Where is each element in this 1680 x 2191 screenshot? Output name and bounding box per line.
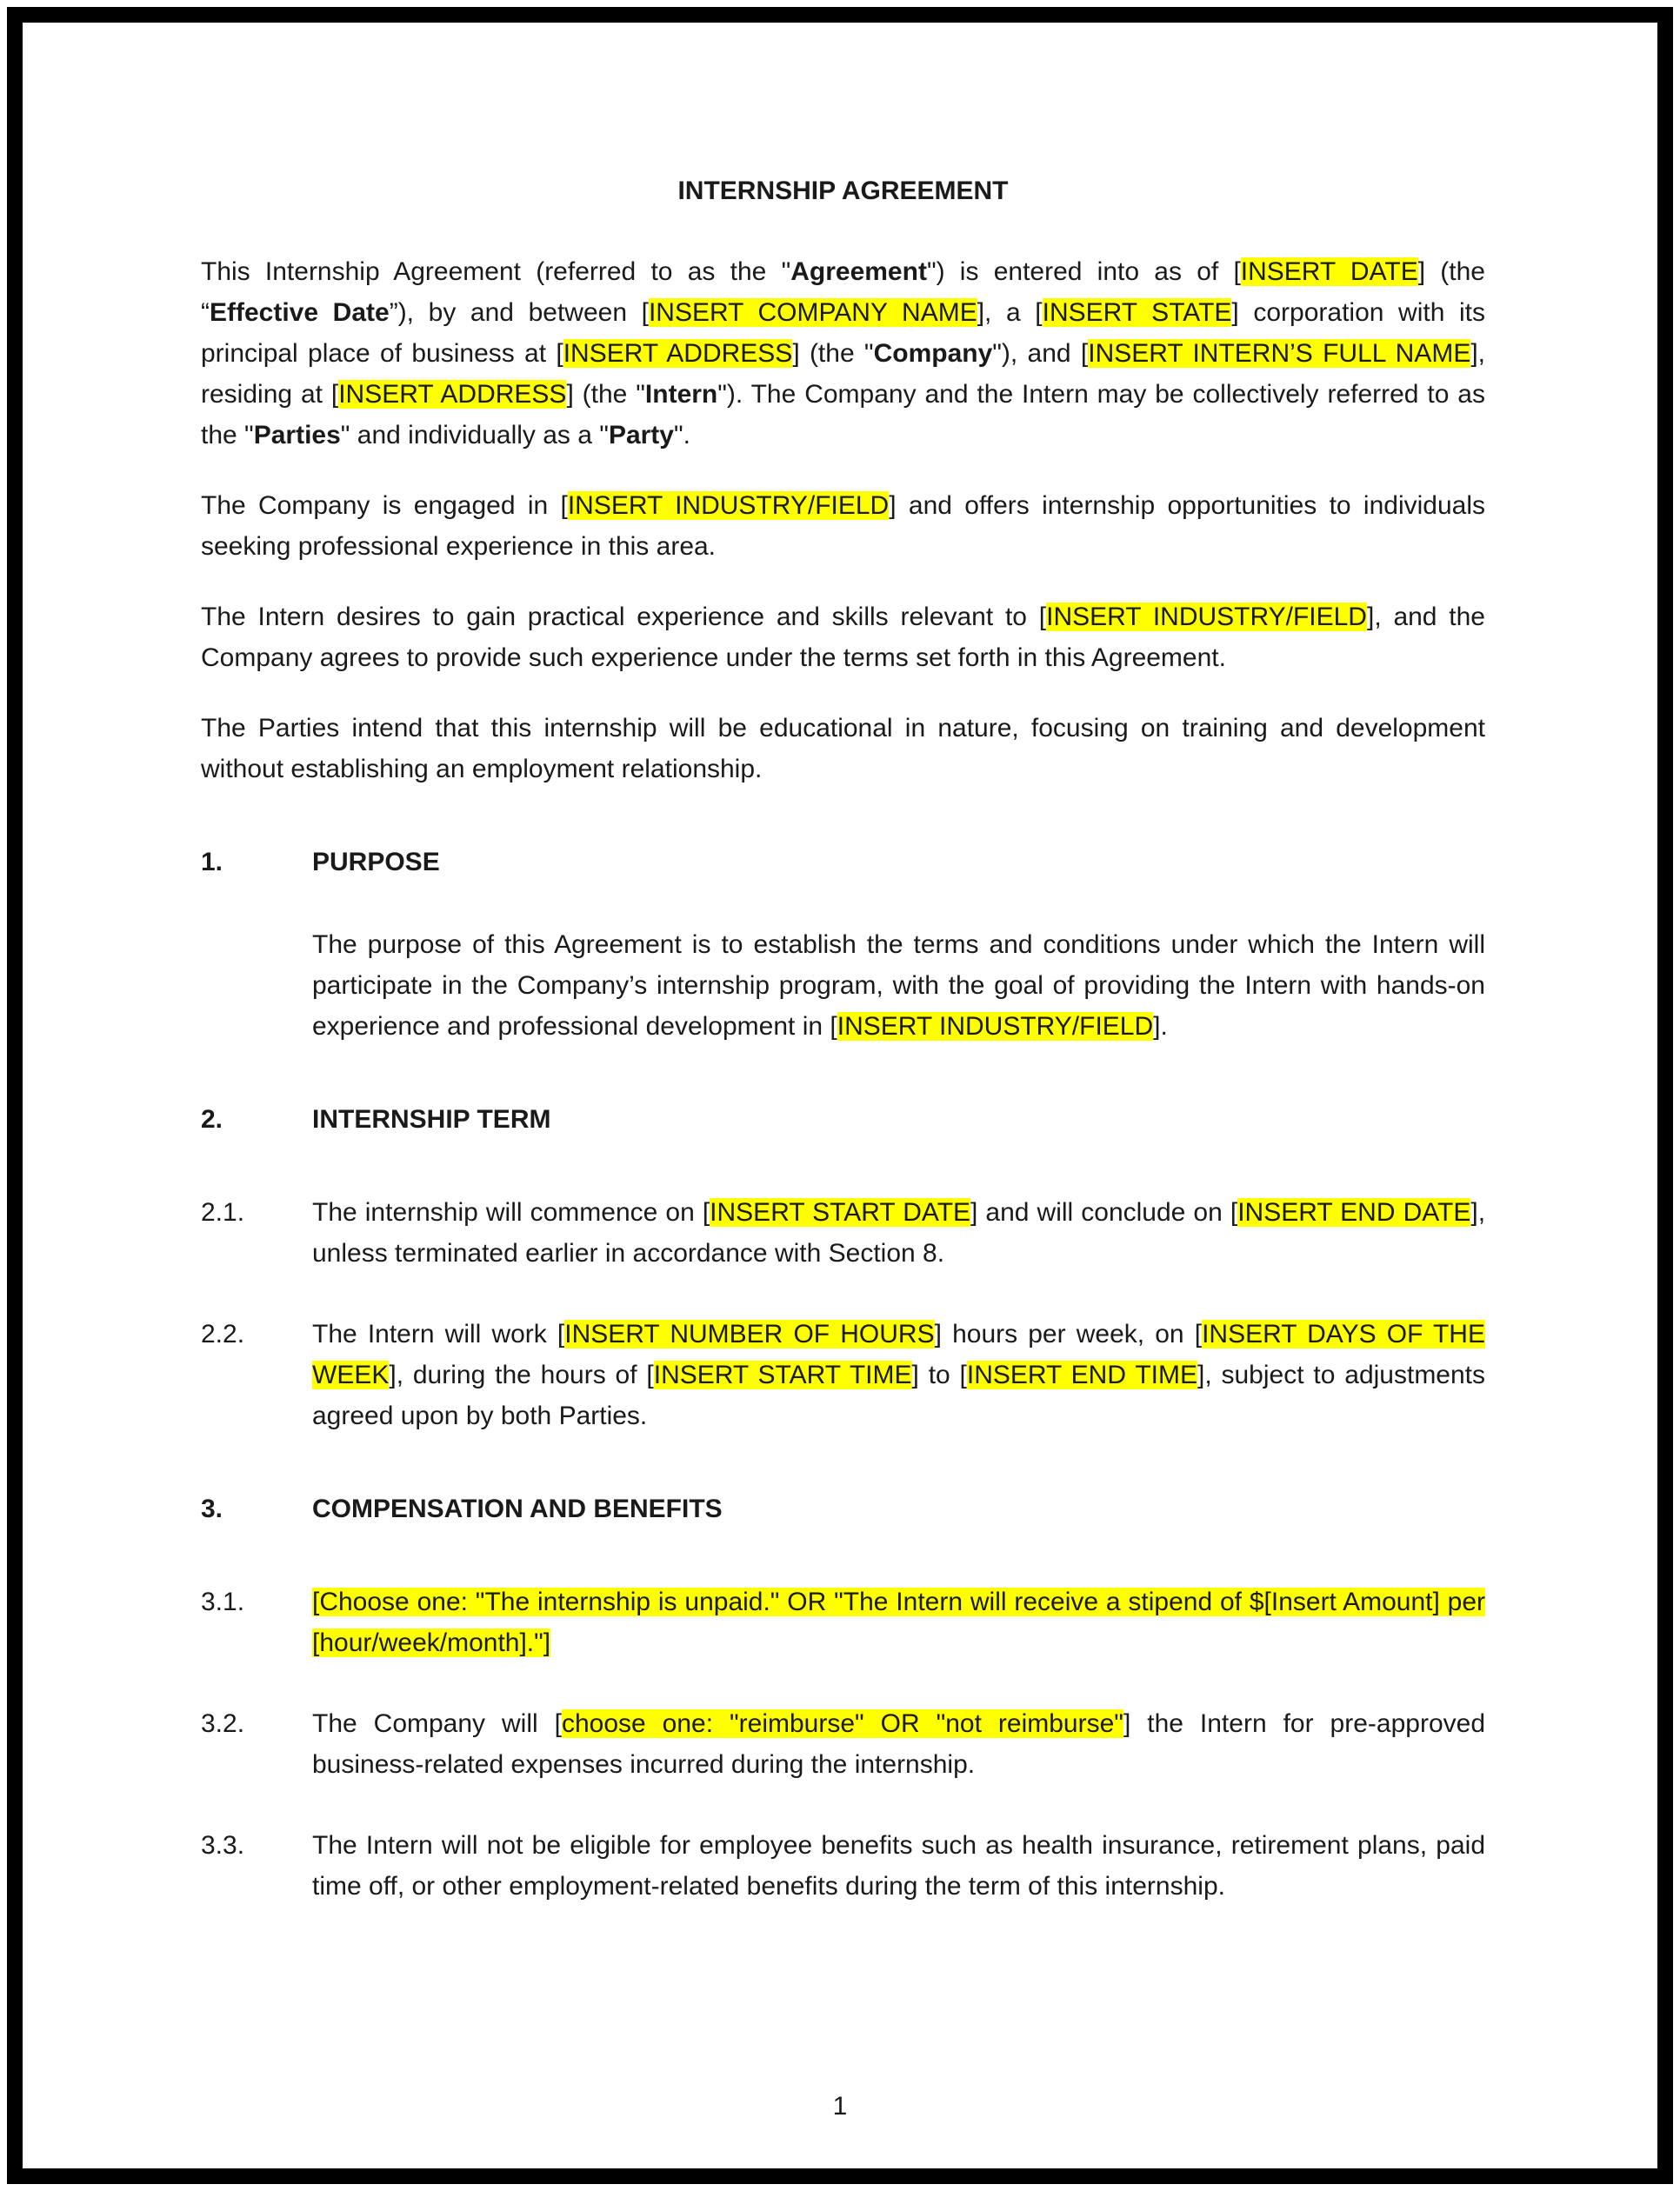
text-run: ], residing at [	[201, 339, 1485, 409]
text-run: " and individually as a "	[340, 421, 609, 450]
text-run: The Intern will not be eligible for employee benefits such as health insurance, retirement plans, paid time off, or other employment-related benefits during the term of this internship.	[312, 1831, 1485, 1901]
text-run: The Intern will work [	[312, 1320, 565, 1349]
placeholder-highlight: INSERT NUMBER OF HOURS	[564, 1320, 935, 1349]
placeholder-highlight: INSERT ADDRESS	[563, 339, 793, 368]
text-run: The internship will commence on [	[312, 1198, 710, 1227]
text-run: PURPOSE	[312, 848, 440, 876]
text-run: The Company will [	[312, 1709, 562, 1738]
indented-paragraph	[312, 924, 1485, 1047]
clause-number: 3.1.	[201, 1588, 245, 1616]
placeholder-highlight: INSERT INDUSTRY/FIELD	[837, 1012, 1154, 1041]
defined-term: Company	[873, 339, 993, 368]
text-run: "), and [	[992, 339, 1089, 368]
text-run: ] (the “	[201, 257, 1485, 327]
text-run: ].	[1153, 1012, 1168, 1041]
text-run: The Company is engaged in [	[201, 491, 568, 520]
text-run: ") is entered into as of [	[926, 257, 1241, 286]
text-run: ], subject to adjustments agreed upon by both Parties.	[312, 1361, 1486, 1430]
paragraph	[201, 596, 1485, 678]
text-run: ] to [	[911, 1361, 967, 1389]
clause-number: 3.	[201, 1495, 223, 1523]
text-run: ] the Intern for pre-approved business-related expenses incurred during the internship.	[312, 1709, 1485, 1779]
text-run: ] and will conclude on [	[970, 1198, 1238, 1227]
placeholder-highlight: INSERT INTERN’S FULL NAME	[1088, 339, 1471, 368]
placeholder-highlight: INSERT END TIME	[966, 1361, 1197, 1389]
text-run: INTERNSHIP TERM	[312, 1105, 551, 1134]
numbered-clause	[201, 1703, 1485, 1785]
section-heading	[201, 1099, 1485, 1140]
text-run: The Intern desires to gain practical experience and skills relevant to [	[201, 603, 1047, 631]
clause-text	[201, 603, 1485, 672]
text-run: ".	[673, 421, 690, 450]
section-heading	[201, 1488, 1485, 1529]
clause-text	[312, 930, 1485, 1041]
text-run: This Internship Agreement (referred to as the "	[201, 257, 791, 286]
clause-number: 1.	[201, 848, 223, 876]
text-run: ”), by and between [	[389, 298, 649, 327]
text-run: The Parties intend that this internship will be educational in nature, focusing on training and development without establishing an employment relationship.	[201, 714, 1485, 783]
paragraph	[201, 251, 1485, 456]
defined-term: Intern	[644, 380, 718, 409]
clause-text	[201, 257, 1485, 450]
text-run: ], and the Company agrees to provide such experience under the terms set forth in this Agreement.	[201, 603, 1485, 672]
clause-text	[201, 714, 1485, 783]
text-run: ], unless terminated earlier in accordance with Section 8.	[312, 1198, 1486, 1268]
placeholder-highlight: INSERT END DATE	[1237, 1198, 1471, 1227]
clause-text	[201, 491, 1485, 561]
placeholder-highlight: INSERT INDUSTRY/FIELD	[567, 491, 890, 520]
clause-number: 2.	[201, 1105, 223, 1134]
clause-number: 2.2.	[201, 1320, 245, 1349]
paragraph	[201, 708, 1485, 789]
clause-number: 2.1.	[201, 1198, 245, 1227]
clause-text	[312, 842, 1485, 882]
numbered-clause	[201, 1825, 1485, 1907]
clause-text	[312, 1192, 1485, 1274]
document-content	[23, 23, 1657, 1907]
text-run: ] and offers internship opportunities to individuals seeking professional experience in this area.	[201, 491, 1485, 561]
text-run: ] (the "	[566, 380, 645, 409]
text-run: ], a [	[977, 298, 1043, 327]
numbered-clause	[201, 1582, 1485, 1663]
placeholder-highlight: INSERT INDUSTRY/FIELD	[1046, 603, 1367, 631]
placeholder-highlight: INSERT DATE	[1240, 257, 1418, 286]
clause-text	[312, 1703, 1485, 1785]
text-run: ] corporation with its principal place of business at [	[201, 298, 1486, 368]
clause-number: 3.3.	[201, 1831, 245, 1860]
defined-term: Effective Date	[210, 298, 390, 327]
placeholder-highlight: choose one: "reimburse" OR "not reimburse"	[561, 1709, 1123, 1738]
clause-text	[312, 1099, 1485, 1140]
text-run: ] hours per week, on [	[934, 1320, 1203, 1349]
placeholder-highlight: INSERT STATE	[1042, 298, 1232, 327]
clause-text	[312, 1488, 1485, 1529]
numbered-clause	[201, 1314, 1485, 1436]
document-title: INTERNSHIP AGREEMENT	[677, 176, 1009, 205]
defined-term: Parties	[253, 421, 341, 450]
text-run: ] (the "	[792, 339, 874, 368]
placeholder-highlight: INSERT ADDRESS	[338, 380, 567, 409]
placeholder-highlight: [Choose one: "The internship is unpaid." OR "The Intern will receive a stipend of $[Insert Amount] per [hour/week/month]."]	[312, 1588, 1485, 1657]
clause-text	[312, 1582, 1485, 1663]
section-heading	[201, 842, 1485, 882]
paragraph	[201, 485, 1485, 567]
numbered-clause	[201, 1192, 1485, 1274]
defined-term: Party	[608, 421, 674, 450]
text-run: "). The Company and the Intern may be collectively referred to as the "	[201, 380, 1485, 450]
text-run: COMPENSATION AND BENEFITS	[312, 1495, 723, 1523]
clause-text	[312, 1825, 1485, 1907]
page-number: 1	[832, 2092, 848, 2121]
placeholder-highlight: INSERT START TIME	[653, 1361, 912, 1389]
text-run: ], during the hours of [	[389, 1361, 654, 1389]
text-run: The purpose of this Agreement is to establish the terms and conditions under which the Intern will participate in the Company’s internship program, with the goal of providing the Intern with hands-on experience and professional development in [	[312, 930, 1485, 1041]
placeholder-highlight: INSERT COMPANY NAME	[648, 298, 977, 327]
defined-term: Agreement	[790, 257, 927, 286]
placeholder-highlight: INSERT START DATE	[710, 1198, 971, 1227]
placeholder-highlight: INSERT DAYS OF THE WEEK	[312, 1320, 1485, 1389]
document-page	[7, 7, 1673, 2184]
clause-number: 3.2.	[201, 1709, 245, 1738]
clause-text	[312, 1314, 1485, 1436]
